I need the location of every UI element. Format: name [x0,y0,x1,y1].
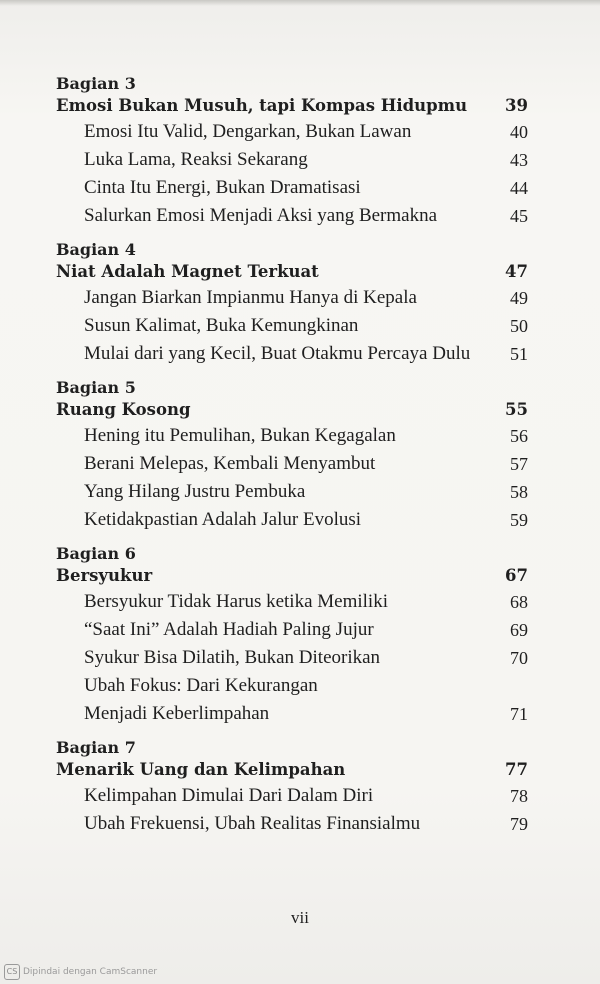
subchapter-row [56,672,528,700]
chapter-row [56,94,528,118]
subchapter-page: 57 [510,454,528,474]
section-label: Bagian 4 [56,240,136,259]
subchapter-row [56,810,528,838]
section-label: Bagian 3 [56,74,136,93]
subchapter-row [56,506,528,534]
chapter-title: Ruang Kosong [56,400,191,419]
subchapter-row [56,700,528,728]
toc-section [56,738,528,838]
subchapter-row [56,422,528,450]
subchapter-title: Emosi Itu Valid, Dengarkan, Bukan Lawan [84,121,412,142]
camscanner-logo-icon: CS [4,964,20,980]
subchapter-title: Berani Melepas, Kembali Menyambut [84,453,376,474]
subchapter-title: Menjadi Keberlimpahan [84,703,270,724]
section-label: Bagian 6 [56,544,136,563]
subchapter-title: Syukur Bisa Dilatih, Bukan Diteorikan [84,647,381,668]
subchapter-page: 43 [510,150,528,170]
toc-section [56,240,528,368]
subchapter-title: Ketidakpastian Adalah Jalur Evolusi [84,509,362,530]
subchapter-page: 40 [510,122,528,142]
chapter-row [56,260,528,284]
subchapter-title: Bersyukur Tidak Harus ketika Memiliki [84,591,388,612]
section-label: Bagian 5 [56,378,136,397]
chapter-page: 39 [505,96,528,115]
subchapter-row [56,146,528,174]
subchapter-title: Ubah Fokus: Dari Kekurangan [84,675,318,696]
subchapter-title: Salurkan Emosi Menjadi Aksi yang Bermakna [84,205,438,226]
chapter-title: Niat Adalah Magnet Terkuat [56,262,319,281]
chapter-row [56,758,528,782]
subchapter-title: Hening itu Pemulihan, Bukan Kegagalan [84,425,396,446]
subchapter-title: Susun Kalimat, Buka Kemungkinan [84,315,359,336]
subchapter-row [56,312,528,340]
subchapter-row [56,174,528,202]
subchapter-page: 59 [510,510,528,530]
camscanner-watermark [4,964,157,980]
subchapter-title: Cinta Itu Energi, Bukan Dramatisasi [84,177,361,198]
chapter-title: Menarik Uang dan Kelimpahan [56,760,346,779]
subchapter-page: 50 [510,316,528,336]
subchapter-row [56,478,528,506]
toc-section [56,74,528,230]
subchapter-page: 58 [510,482,528,502]
subchapter-row [56,118,528,146]
subchapter-page: 68 [510,592,528,612]
subchapter-row [56,202,528,230]
subchapter-page: 69 [510,620,528,640]
section-label: Bagian 7 [56,738,136,757]
watermark-text: Dipindai dengan CamScanner [23,967,158,977]
chapter-row [56,564,528,588]
subchapter-page: 79 [510,814,528,834]
subchapter-row [56,644,528,672]
subchapter-page: 49 [510,288,528,308]
chapter-page: 67 [505,566,528,585]
chapter-page: 77 [505,760,528,779]
subchapter-page: 56 [510,426,528,446]
subchapter-title: Yang Hilang Justru Pembuka [84,481,306,502]
subchapter-page: 44 [510,178,528,198]
subchapter-page: 45 [510,206,528,226]
chapter-row [56,398,528,422]
subchapter-row [56,616,528,644]
subchapter-page: 51 [510,344,528,364]
page-number: vii [291,908,309,927]
chapter-page: 55 [505,400,528,419]
subchapter-page: 70 [510,648,528,668]
chapter-title: Bersyukur [56,566,153,585]
subchapter-page: 71 [510,704,528,724]
subchapter-row [56,450,528,478]
subchapter-row [56,782,528,810]
subchapter-row [56,588,528,616]
subchapter-title: Mulai dari yang Kecil, Buat Otakmu Percaya Dulu [84,343,471,364]
subchapter-title: Kelimpahan Dimulai Dari Dalam Diri [84,785,374,806]
table-of-contents [56,74,528,848]
chapter-page: 47 [505,262,528,281]
subchapter-row [56,284,528,312]
page-top-edge [0,0,600,6]
subchapter-title: Jangan Biarkan Impianmu Hanya di Kepala [84,287,417,308]
subchapter-row [56,340,528,368]
subchapter-title: Luka Lama, Reaksi Sekarang [84,149,308,170]
subchapter-title: “Saat Ini” Adalah Hadiah Paling Jujur [84,619,374,640]
chapter-title: Emosi Bukan Musuh, tapi Kompas Hidupmu [56,96,468,115]
toc-section [56,378,528,534]
subchapter-title: Ubah Frekuensi, Ubah Realitas Finansialmu [84,813,421,834]
subchapter-page: 78 [510,786,528,806]
toc-section [56,544,528,728]
